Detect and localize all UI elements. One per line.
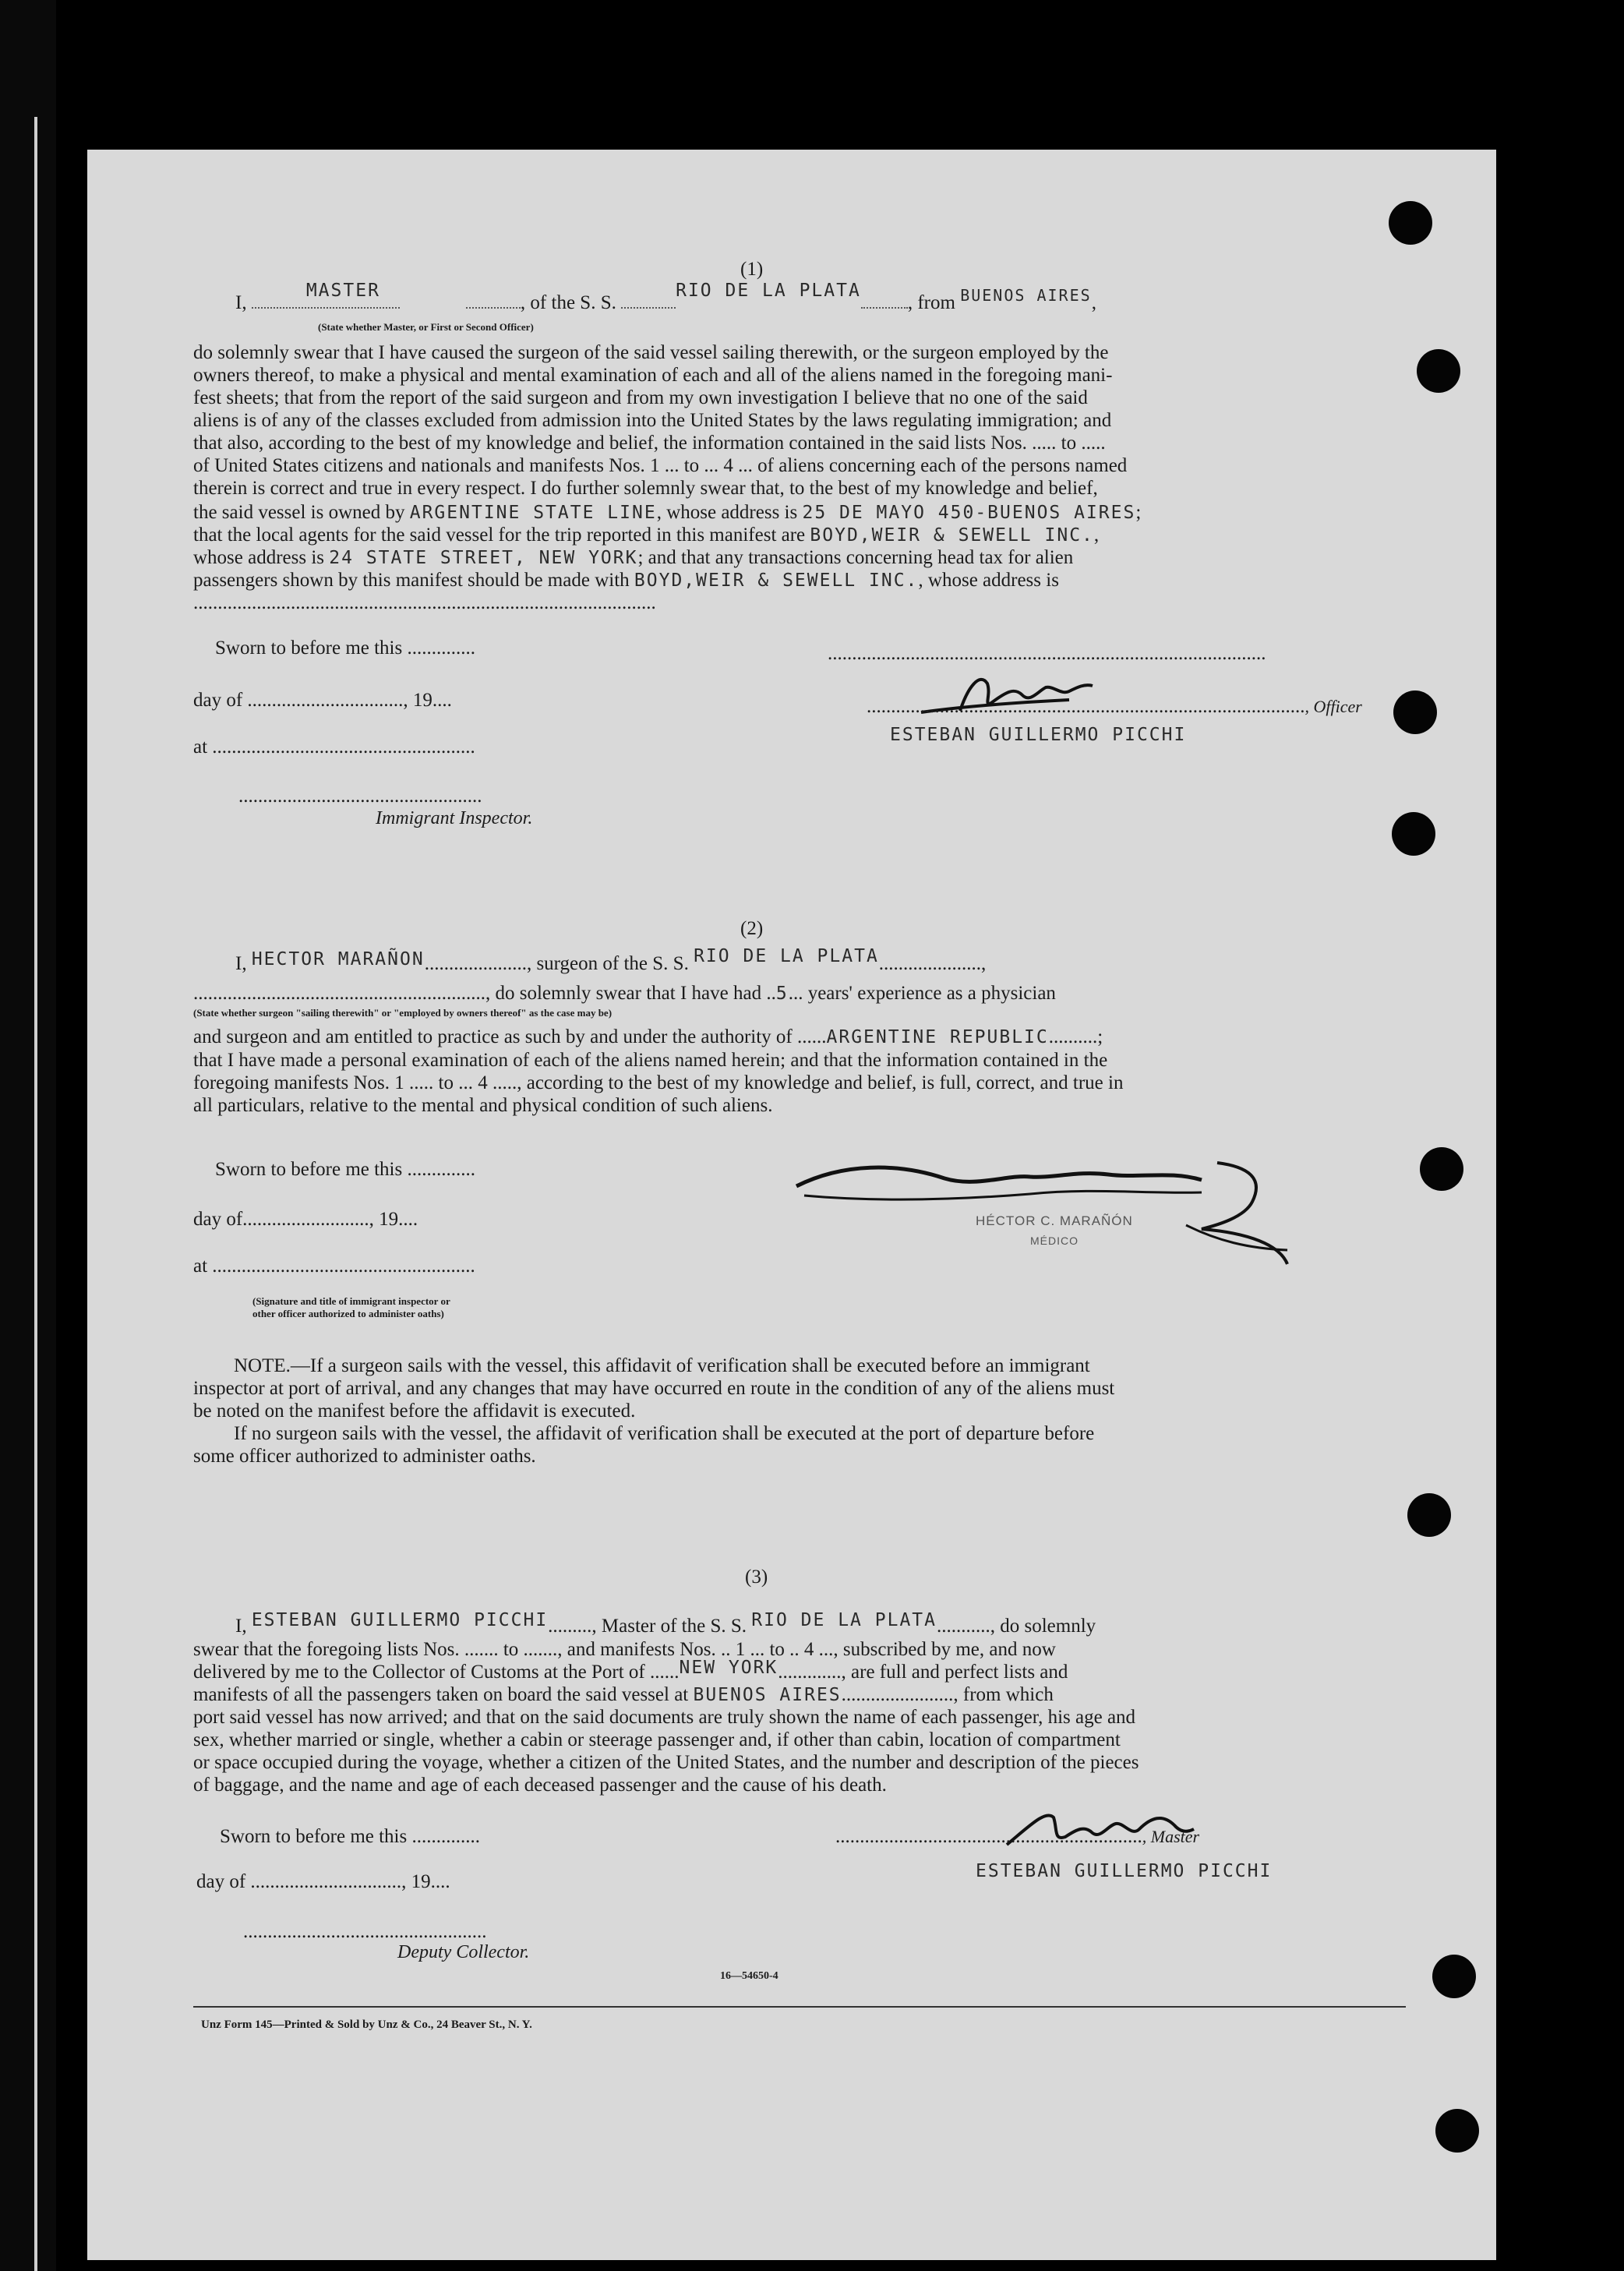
- section-2-oath-text: that I have made a personal examination of each of the aliens named herein; and that the information contained in the foregoing manifests Nos. 1 ..... to ... 4 ....., according to the best of my knowledge and belief, is full, correct, and true in all particulars, relative to the mental and physical condition of such aliens.: [193, 1050, 1124, 1116]
- section-3-line-1: I, ESTEBAN GUILLERMO PICCHI........., Master of the S. S. RIO DE LA PLATA..........., do solemnly: [235, 1610, 1096, 1637]
- deputy-collector-caption: Deputy Collector.: [397, 1942, 530, 1962]
- section-3-day: day of ..............................., 19....: [196, 1871, 450, 1892]
- punch-hole: [1435, 2109, 1479, 2153]
- section-2-line-1: I, HECTOR MARAÑON....................., surgeon of the S. S. RIO DE LA PLATA.....................,: [235, 946, 987, 974]
- owner-line: the said vessel is owned by ARGENTINE STATE LINE, whose address is 25 DE MAYO 450-BUENOS AIRES;: [193, 502, 1142, 523]
- section-2-ship-field: RIO DE LA PLATA: [694, 946, 879, 966]
- footer-imprint: Unz Form 145—Printed & Sold by Unz & Co., 24 Beaver St., N. Y.: [201, 2018, 532, 2031]
- agent-field: BOYD,WEIR & SEWELL INC.: [810, 525, 1094, 546]
- surgeon-stamp-title: MÉDICO: [1030, 1234, 1079, 1247]
- section-2-line-2: ............................................................, do solemnly swear that I have had ..5... years' experience as a physician: [193, 983, 1056, 1004]
- immigrant-inspector-caption: Immigrant Inspector.: [376, 808, 533, 828]
- surgeon-signature: [781, 1132, 1326, 1272]
- section-3-collector-line: ..................................................: [243, 1921, 487, 1942]
- footer-rule: [193, 2006, 1406, 2008]
- section-1-line-1: I, MASTER, of the S. S. RIO DE LA PLATA, from $^{BUENOS AIRES}$,: [235, 281, 1096, 313]
- section-1-blank-line: ...............................................................................................: [193, 592, 656, 613]
- punch-hole: [1389, 201, 1432, 245]
- years-field: 5: [775, 984, 789, 1004]
- section-3-line-4: manifests of all the passengers taken on board the said vessel at BUENOS AIRES......................., from which: [193, 1684, 1054, 1705]
- surgeon-field: HECTOR MARAÑON: [251, 949, 425, 970]
- officer-signature-line: .........................................................................................., Officer: [867, 696, 1362, 717]
- section-3-line-2: swear that the foregoing lists Nos. ....... to ......., and manifests Nos. .. 1 ... to .. 4 ..., subscribed by me, and now: [193, 1639, 1056, 1660]
- agent-address-field: 24 STATE STREET, NEW YORK: [329, 548, 638, 568]
- master-signature-line: ..............................................................., Master: [835, 1826, 1200, 1847]
- owner-field: ARGENTINE STATE LINE: [409, 503, 657, 523]
- inspector-caption-line-2: other officer authorized to administer oaths): [252, 1308, 444, 1319]
- section-1-number: (1): [740, 259, 764, 280]
- head-tax-line: passengers shown by this manifest should be made with BOYD,WEIR & SEWELL INC., whose address is: [193, 570, 1059, 591]
- left-film-edge: [0, 0, 56, 2271]
- section-3-ship-field: RIO DE LA PLATA: [751, 1610, 937, 1630]
- inspector-caption-line-1: (Signature and title of immigrant inspector or: [252, 1295, 450, 1307]
- departure-port-field-2: BUENOS AIRES: [693, 1685, 842, 1705]
- officer-typed-name: ESTEBAN GUILLERMO PICCHI: [890, 725, 1187, 745]
- punch-hole: [1393, 690, 1437, 734]
- section-3-line-3: delivered by me to the Collector of Customs at the Port of ......NEW YORK............., are full and perfect lists and: [193, 1658, 1068, 1683]
- left-film-edge-line: [34, 117, 37, 2271]
- note-text: NOTE.—If a surgeon sails with the vessel, this affidavit of verification shall be executed before an immigrant inspector at port of arrival, and any changes that may have occurred en route in the condition of any of the aliens must be noted on the manifest before the affidavit is executed. If no surgeon sails with the vessel, the affidavit of verification shall be executed at the port of departure before some officer authorized to administer oaths.: [193, 1355, 1115, 1467]
- surgeon-stamp-name: HÉCTOR C. MARAÑÓN: [976, 1213, 1133, 1228]
- punch-hole: [1417, 349, 1460, 393]
- owner-address-field: 25 DE MAYO 450-BUENOS AIRES: [802, 503, 1136, 523]
- master-field: MASTER: [305, 281, 380, 301]
- punch-hole: [1420, 1147, 1463, 1191]
- section-1-day: day of ................................, 19....: [193, 690, 452, 711]
- form-number: 16—54650-4: [720, 1970, 778, 1982]
- section-1-sworn: Sworn to before me this ..............: [215, 638, 475, 659]
- officer-dots: ..........................................................................................: [828, 643, 1266, 664]
- section-2-at: at ......................................................: [193, 1256, 475, 1277]
- section-3-oath-text: port said vessel has now arrived; and that on the said documents are truly shown the name of each passenger, his age and sex, whether married or single, whether a cabin or steerage passenger and, if other than cabin, location of compartment or space occupied during the voyage, whether a citizen of the United States, and the number and description of the pieces of baggage, and the name and age of each deceased passenger and the cause of his death.: [193, 1707, 1139, 1796]
- section-1-at: at ......................................................: [193, 736, 475, 758]
- section-1-oath-text: do solemnly swear that I have caused the surgeon of the said vessel sailing therewith, or the surgeon employed by the owners thereof, to make a physical and mental examination of each and all of the aliens named in the foregoing mani- fest sheets; that from the report of the said surgeon and from my own investigation I believe that no one of the said aliens is of any of the classes excluded from admission into the United States by the laws regulating immigration; and that also, according to the best of my knowledge and belief, the information contained in the said lists Nos. ..... to ..... of United States citizens and nationals and manifests Nos. 1 ... to ... 4 ... of aliens concerning each of the persons named therein is correct and true in every respect. I do further solemnly swear that, to the best of my knowledge and belief,: [193, 342, 1128, 499]
- arrival-port-field: NEW YORK: [679, 1658, 778, 1678]
- punch-hole: [1432, 1955, 1476, 1998]
- section-2-number: (2): [740, 918, 764, 939]
- punch-hole: [1392, 812, 1435, 856]
- master-caption: (State whether Master, or First or Second Officer): [318, 321, 534, 333]
- punch-hole: [1407, 1493, 1451, 1537]
- authority-line: and surgeon and am entitled to practice as such by and under the authority of ......ARGENTINE REPUBLIC..........;: [193, 1026, 1103, 1047]
- ship-field: RIO DE LA PLATA: [676, 281, 861, 301]
- section-2-day: day of.........................., 19....: [193, 1209, 418, 1230]
- departure-port-field: BUENOS AIRES: [960, 286, 1092, 305]
- manifest-page: [87, 150, 1496, 2260]
- section-3-master-field: ESTEBAN GUILLERMO PICCHI: [251, 1610, 549, 1630]
- section-1-inspector-line: ..................................................: [238, 786, 482, 807]
- surgeon-type-caption: (State whether surgeon "sailing therewith" or "employed by owners thereof" as the case may be): [193, 1007, 613, 1019]
- section-2-sworn: Sworn to before me this ..............: [215, 1159, 475, 1180]
- agent-line: that the local agents for the said vessel for the trip reported in this manifest are BOYD,WEIR & SEWELL INC.,: [193, 524, 1100, 546]
- agent-address-line: whose address is 24 STATE STREET, NEW YORK; and that any transactions concerning head tax for alien: [193, 547, 1074, 568]
- section-3-sworn: Sworn to before me this ..............: [220, 1826, 480, 1847]
- master-typed-name: ESTEBAN GUILLERMO PICCHI: [976, 1861, 1273, 1881]
- head-tax-field: BOYD,WEIR & SEWELL INC.: [634, 570, 919, 591]
- authority-field: ARGENTINE REPUBLIC: [826, 1027, 1049, 1047]
- section-3-number: (3): [745, 1566, 768, 1588]
